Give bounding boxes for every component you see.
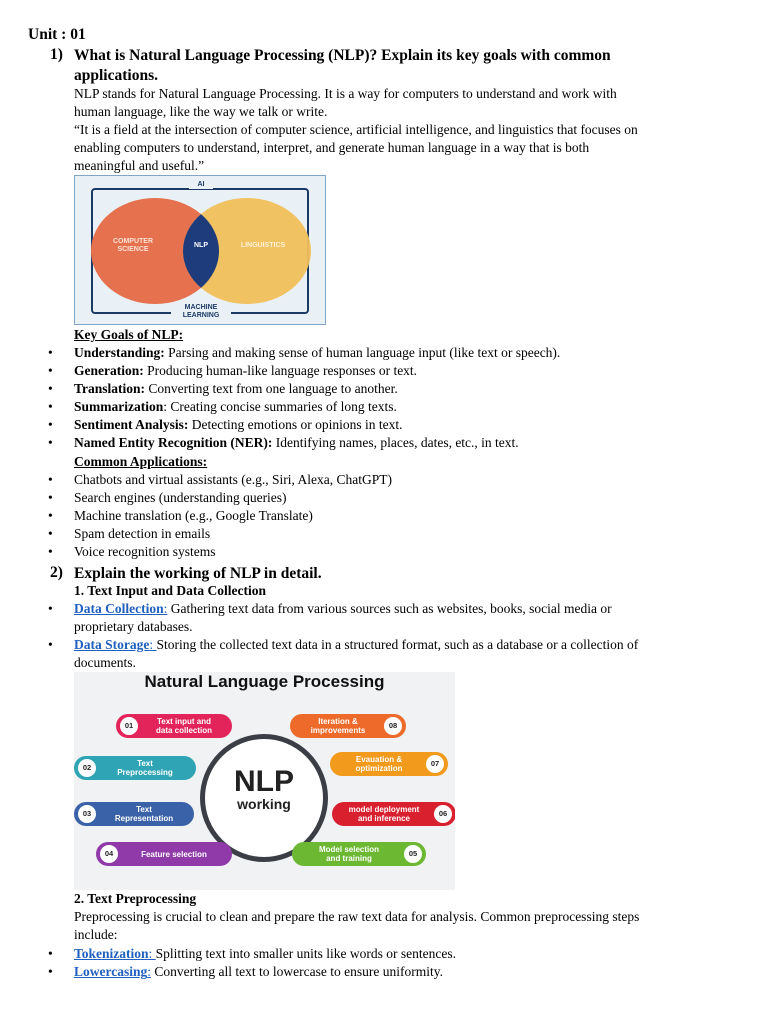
key-goal-item bbox=[74, 434, 734, 452]
section-preprocessing-heading: 2. Text Preprocessing bbox=[74, 891, 197, 906]
quote-line1: “It is a field at the intersection of computer science, artificial intelligence, and linguistics that focuses on bbox=[74, 122, 638, 137]
step-label: Text Preprocessing bbox=[117, 759, 173, 777]
step-number: 06 bbox=[434, 805, 452, 823]
step-number: 02 bbox=[78, 759, 96, 777]
bullet: • bbox=[48, 526, 53, 541]
lowercasing-item bbox=[74, 963, 734, 981]
tokenization-link[interactable]: Tokenization bbox=[74, 946, 149, 961]
preprocessing-line2: include: bbox=[74, 927, 118, 942]
key-goal-item bbox=[74, 398, 734, 416]
tokenization-colon: : bbox=[148, 946, 156, 961]
bullet: • bbox=[48, 490, 53, 505]
key-goal-item bbox=[74, 380, 734, 398]
center-working-label: working bbox=[237, 796, 291, 812]
definition-line1: NLP stands for Natural Language Processing. It is a way for computers to understand and work with bbox=[74, 86, 617, 101]
key-goal-term: Translation: bbox=[74, 381, 146, 396]
venn-label-ai: AI bbox=[189, 181, 213, 189]
data-collection-desc2: proprietary databases. bbox=[74, 619, 193, 634]
key-goals-heading: Key Goals of NLP: bbox=[74, 327, 184, 342]
process-step-07 bbox=[330, 752, 448, 776]
lowercasing-desc: Converting all text to lowercase to ensure uniformity. bbox=[151, 964, 443, 979]
process-step-03 bbox=[74, 802, 194, 826]
data-storage-colon: : bbox=[149, 637, 157, 652]
data-storage-desc2: documents. bbox=[74, 655, 136, 670]
process-step-06 bbox=[332, 802, 455, 826]
step-number: 07 bbox=[426, 755, 444, 773]
step-number: 08 bbox=[384, 717, 402, 735]
key-goal-term: Generation: bbox=[74, 363, 144, 378]
step-label: model deployment and inference bbox=[348, 805, 420, 823]
application-item: Machine translation (e.g., Google Translate) bbox=[74, 508, 313, 523]
question-1-title-line2: applications. bbox=[74, 67, 158, 84]
process-step-05 bbox=[292, 842, 426, 866]
preprocessing-paragraph bbox=[74, 908, 734, 944]
key-goal-desc: Converting text from one language to another. bbox=[145, 381, 398, 396]
bullet: • bbox=[48, 601, 53, 616]
tokenization-item bbox=[74, 945, 734, 963]
question-1-title bbox=[74, 46, 754, 86]
application-item: Voice recognition systems bbox=[74, 544, 216, 559]
step-number: 03 bbox=[78, 805, 96, 823]
center-nlp-label: NLP bbox=[234, 765, 294, 798]
data-storage-link[interactable]: Data Storage bbox=[74, 637, 150, 652]
venn-overlap-nlp bbox=[183, 198, 311, 304]
definition-line2: human language, like the way we talk or write. bbox=[74, 104, 328, 119]
bullet: • bbox=[48, 363, 53, 378]
unit-heading: Unit : 01 bbox=[28, 26, 86, 43]
data-collection-colon: : bbox=[163, 601, 168, 616]
bullet: • bbox=[48, 472, 53, 487]
bullet: • bbox=[48, 381, 53, 396]
bullet: • bbox=[48, 399, 53, 414]
bullet: • bbox=[48, 544, 53, 559]
quote-line3: meaningful and useful.” bbox=[74, 158, 205, 173]
key-goal-item bbox=[74, 362, 734, 380]
question-1-number: 1) bbox=[50, 46, 63, 63]
key-goal-desc: Producing human-like language responses or text. bbox=[143, 363, 418, 378]
nlp-quote bbox=[74, 121, 734, 175]
application-item: Search engines (understanding queries) bbox=[74, 490, 287, 505]
data-storage-item bbox=[74, 636, 734, 672]
question-1-title-line1: What is Natural Language Processing (NLP)? Explain its key goals with common bbox=[74, 47, 611, 64]
key-goal-term: Understanding: bbox=[74, 345, 165, 360]
key-goal-item bbox=[74, 416, 734, 434]
lowercasing-colon: : bbox=[147, 964, 152, 979]
key-goal-desc: Parsing and making sense of human language input (like text or speech). bbox=[164, 345, 561, 360]
key-goal-item bbox=[74, 344, 734, 362]
bullet: • bbox=[48, 508, 53, 523]
bullet: • bbox=[48, 345, 53, 360]
process-step-02 bbox=[74, 756, 196, 780]
data-collection-item bbox=[74, 600, 734, 636]
venn-label-computer-science: COMPUTER SCIENCE bbox=[112, 238, 154, 253]
key-goal-desc: Detecting emotions or opinions in text. bbox=[188, 417, 403, 432]
nlp-working-figure bbox=[74, 672, 455, 890]
step-label: Iteration & improvements bbox=[310, 717, 366, 735]
tokenization-desc: Splitting text into smaller units like words or sentences. bbox=[155, 946, 457, 961]
process-step-04 bbox=[96, 842, 232, 866]
venn-label-linguistics: LINGUISTICS bbox=[240, 242, 286, 249]
preprocessing-line1: Preprocessing is crucial to clean and prepare the raw text data for analysis. Common preprocessing steps bbox=[74, 909, 640, 924]
key-goal-term: Named Entity Recognition (NER): bbox=[74, 435, 273, 450]
data-storage-desc: Storing the collected text data in a structured format, such as a database or a collection of bbox=[156, 637, 639, 652]
application-item: Spam detection in emails bbox=[74, 526, 211, 541]
key-goal-term: Sentiment Analysis: bbox=[74, 417, 189, 432]
step-label: Evauation & optimization bbox=[355, 755, 403, 773]
question-2-number: 2) bbox=[50, 564, 63, 581]
nlp-venn-diagram bbox=[74, 175, 326, 325]
process-step-01 bbox=[116, 714, 232, 738]
bullet: • bbox=[48, 946, 53, 961]
key-goal-desc: Identifying names, places, dates, etc., in text. bbox=[272, 435, 519, 450]
data-collection-link[interactable]: Data Collection bbox=[74, 601, 164, 616]
bullet: • bbox=[48, 637, 53, 652]
application-item: Chatbots and virtual assistants (e.g., Siri, Alexa, ChatGPT) bbox=[74, 472, 392, 487]
bullet: • bbox=[48, 435, 53, 450]
figure-title: Natural Language Processing bbox=[144, 672, 385, 691]
step-number: 04 bbox=[100, 845, 118, 863]
step-number: 05 bbox=[404, 845, 422, 863]
applications-heading: Common Applications: bbox=[74, 454, 208, 469]
quote-line2: enabling computers to understand, interpret, and generate human language in a way that is both bbox=[74, 140, 590, 155]
question-2-title: Explain the working of NLP in detail. bbox=[74, 565, 322, 582]
key-goal-desc: : Creating concise summaries of long texts. bbox=[163, 399, 397, 414]
bullet: • bbox=[48, 417, 53, 432]
process-step-08 bbox=[290, 714, 406, 738]
venn-label-nlp: NLP bbox=[194, 242, 208, 249]
step-label: Text Representation bbox=[114, 805, 174, 823]
step-label: Text input and data collection bbox=[155, 717, 212, 735]
lowercasing-link[interactable]: Lowercasing bbox=[74, 964, 148, 979]
step-label: Feature selection bbox=[141, 849, 207, 859]
step-label: Model selection and training bbox=[318, 845, 379, 863]
step-number: 01 bbox=[120, 717, 138, 735]
nlp-definition bbox=[74, 85, 734, 121]
key-goal-term: Summarization bbox=[74, 399, 164, 414]
venn-label-machine-learning: MACHINE LEARNING bbox=[171, 304, 231, 320]
data-collection-desc: Gathering text data from various sources such as websites, books, social media or bbox=[167, 601, 612, 616]
section-text-input-heading: 1. Text Input and Data Collection bbox=[74, 583, 267, 598]
bullet: • bbox=[48, 964, 53, 979]
